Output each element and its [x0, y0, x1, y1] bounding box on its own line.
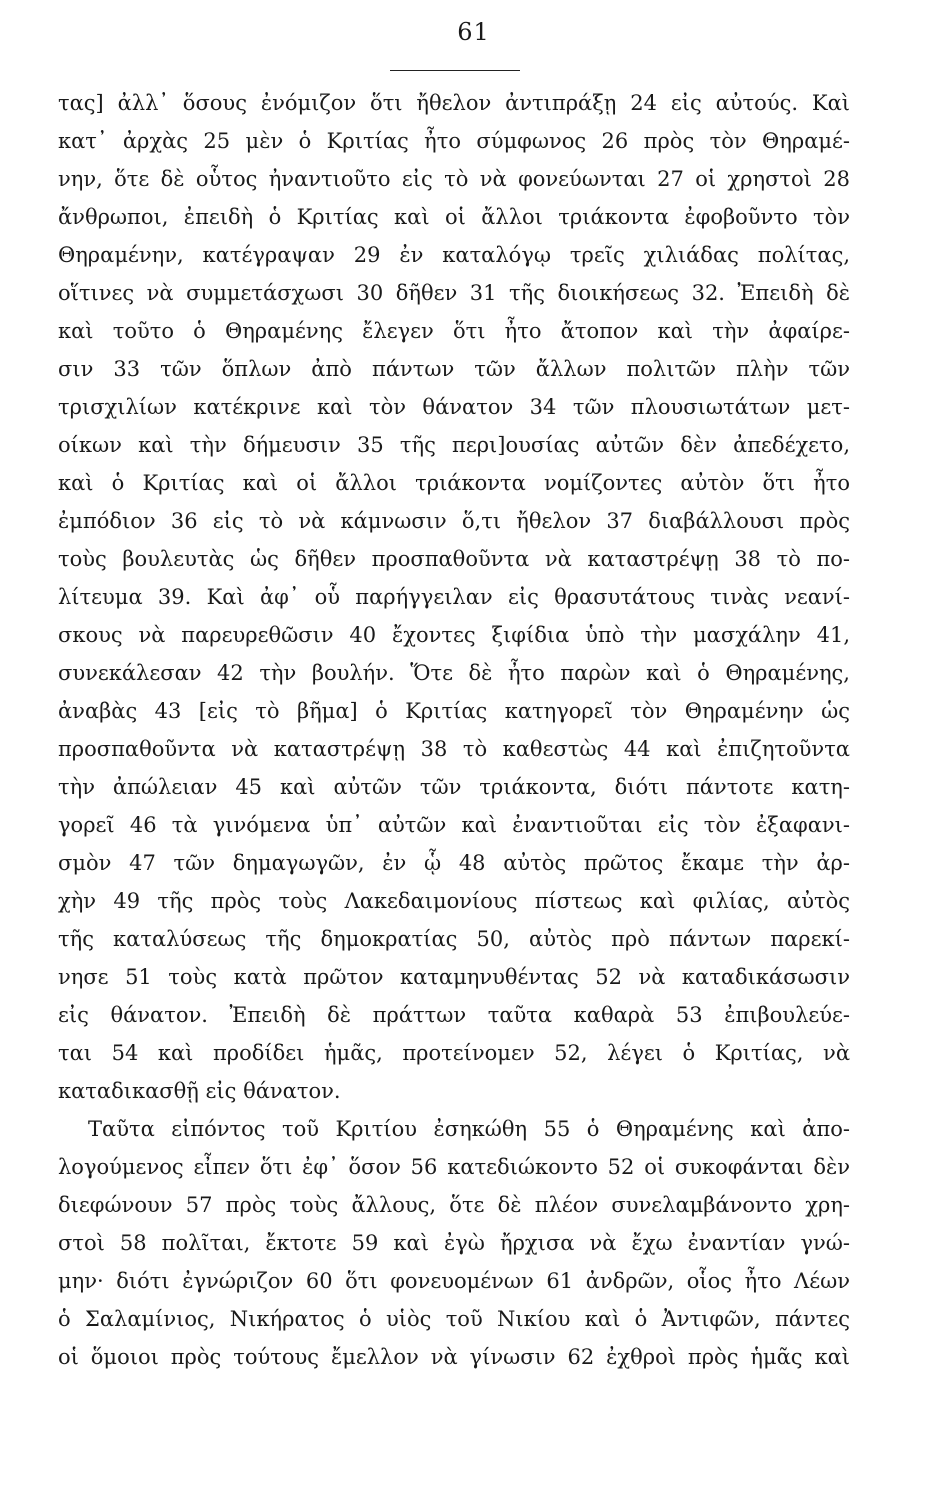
text-line: μην· διότι ἐγνώριζον 60 ὅτι φονευομένων 61 ἀνδρῶν, οἷος ἦτο Λέων: [58, 1269, 850, 1293]
text-line: νην, ὅτε δὲ οὗτος ἠναντιοῦτο εἰς τὸ νὰ φονεύωνται 27 οἱ χρηστοὶ 28: [58, 167, 850, 191]
text-line: ἐμπόδιον 36 εἰς τὸ νὰ κάμνωσιν ὅ,τι ἤθελον 37 διαβάλλουσι πρὸς: [58, 509, 850, 533]
text-line: σκους νὰ παρευρεθῶσιν 40 ἔχοντες ξιφίδια ὑπὸ τὴν μασχάλην 41,: [58, 623, 850, 647]
text-line: καὶ ὁ Κριτίας καὶ οἱ ἄλλοι τριάκοντα νομίζοντες αὐτὸν ὅτι ἦτο: [58, 471, 850, 495]
page-number: 61: [457, 18, 490, 46]
text-line: λογούμενος εἶπεν ὅτι ἐφ᾽ ὅσον 56 κατεδιώκοντο 52 οἱ συκοφάνται δὲν: [58, 1155, 850, 1179]
text-line: προσπαθοῦντα νὰ καταστρέψῃ 38 τὸ καθεστὼς 44 καὶ ἐπιζητοῦντα: [58, 737, 850, 761]
text-line: ἄνθρωποι, ἐπειδὴ ὁ Κριτίας καὶ οἱ ἄλλοι τριάκοντα ἐφοβοῦντο τὸν: [58, 205, 850, 229]
text-line: στοὶ 58 πολῖται, ἔκτοτε 59 καὶ ἐγὼ ἤρχισα νὰ ἔχω ἐναντίαν γνώ-: [58, 1231, 850, 1255]
text-line: συνεκάλεσαν 42 τὴν βουλήν. Ὅτε δὲ ἦτο παρὼν καὶ ὁ Θηραμένης,: [58, 661, 850, 685]
paragraph-start-line: Ταῦτα εἰπόντος τοῦ Κριτίου ἐσηκώθη 55 ὁ Θηραμένης καὶ ἀπο-: [88, 1117, 850, 1141]
text-line: τῆς καταλύσεως τῆς δημοκρατίας 50, αὐτὸς πρὸ πάντων παρεκί-: [58, 927, 850, 951]
text-line: σμὸν 47 τῶν δημαγωγῶν, ἐν ᾧ 48 αὐτὸς πρῶτος ἔκαμε τὴν ἀρ-: [58, 851, 850, 875]
text-line: οἵτινες νὰ συμμετάσχωσι 30 δῆθεν 31 τῆς διοικήσεως 32. Ἐπειδὴ δὲ: [58, 281, 850, 305]
text-line: ἀναβὰς 43 [εἰς τὸ βῆμα] ὁ Κριτίας κατηγορεῖ τὸν Θηραμένην ὡς: [58, 699, 850, 723]
text-line: κατ᾽ ἀρχὰς 25 μὲν ὁ Κριτίας ἦτο σύμφωνος 26 πρὸς τὸν Θηραμέ-: [58, 129, 850, 153]
text-line: οίκων καὶ τὴν δήμευσιν 35 τῆς περι]ουσίας αὐτῶν δὲν ἀπεδέχετο,: [58, 433, 850, 457]
text-line: σιν 33 τῶν ὅπλων ἀπὸ πάντων τῶν ἄλλων πολιτῶν πλὴν τῶν: [58, 357, 850, 381]
text-line: χὴν 49 τῆς πρὸς τοὺς Λακεδαιμονίους πίστεως καὶ φιλίας, αὐτὸς: [58, 889, 850, 913]
text-line: τὴν ἀπώλειαν 45 καὶ αὐτῶν τῶν τριάκοντα, διότι πάντοτε κατη-: [58, 775, 850, 799]
text-line: εἰς θάνατον. Ἐπειδὴ δὲ πράττων ταῦτα καθαρὰ 53 ἐπιβουλεύε-: [58, 1003, 850, 1027]
text-line: ται 54 καὶ προδίδει ἡμᾶς, προτείνομεν 52, λέγει ὁ Κριτίας, νὰ: [58, 1041, 850, 1065]
text-line: νησε 51 τοὺς κατὰ πρῶτον καταμηνυθέντας 52 νὰ καταδικάσωσιν: [58, 965, 850, 989]
text-line: τρισχιλίων κατέκρινε καὶ τὸν θάνατον 34 τῶν πλουσιωτάτων μετ-: [58, 395, 850, 419]
text-line: τοὺς βουλευτὰς ὡς δῆθεν προσπαθοῦντα νὰ καταστρέψῃ 38 τὸ πο-: [58, 547, 850, 571]
text-line: τας] ἀλλ᾽ ὅσους ἐνόμιζον ὅτι ἤθελον ἀντιπράξῃ 24 εἰς αὐτούς. Καὶ: [58, 91, 850, 115]
text-line: γορεῖ 46 τὰ γινόμενα ὑπ᾽ αὐτῶν καὶ ἐναντιοῦται εἰς τὸν ἐξαφανι-: [58, 813, 850, 837]
text-line: Θηραμένην, κατέγραψαν 29 ἐν καταλόγῳ τρεῖς χιλιάδας πολίτας,: [58, 243, 850, 267]
text-line: λίτευμα 39. Καὶ ἀφ᾽ οὗ παρήγγειλαν εἰς θρασυτάτους τινὰς νεανί-: [58, 585, 850, 609]
text-line: διεφώνουν 57 πρὸς τοὺς ἄλλους, ὅτε δὲ πλέον συνελαμβάνοντο χρη-: [58, 1193, 850, 1217]
header-rule: [390, 70, 520, 71]
body-text: [58, 84, 850, 1376]
text-line: οἱ ὅμοιοι πρὸς τούτους ἔμελλον νὰ γίνωσιν 62 ἐχθροὶ πρὸς ἡμᾶς καὶ: [58, 1345, 850, 1369]
text-line: ὁ Σαλαμίνιος, Νικήρατος ὁ υἱὸς τοῦ Νικίου καὶ ὁ Ἀντιφῶν, πάντες: [58, 1307, 850, 1331]
text-line: καὶ τοῦτο ὁ Θηραμένης ἔλεγεν ὅτι ἦτο ἄτοπον καὶ τὴν ἀφαίρε-: [58, 319, 850, 343]
paragraph-end-line: καταδικασθῇ εἰς θάνατον.: [58, 1079, 341, 1103]
